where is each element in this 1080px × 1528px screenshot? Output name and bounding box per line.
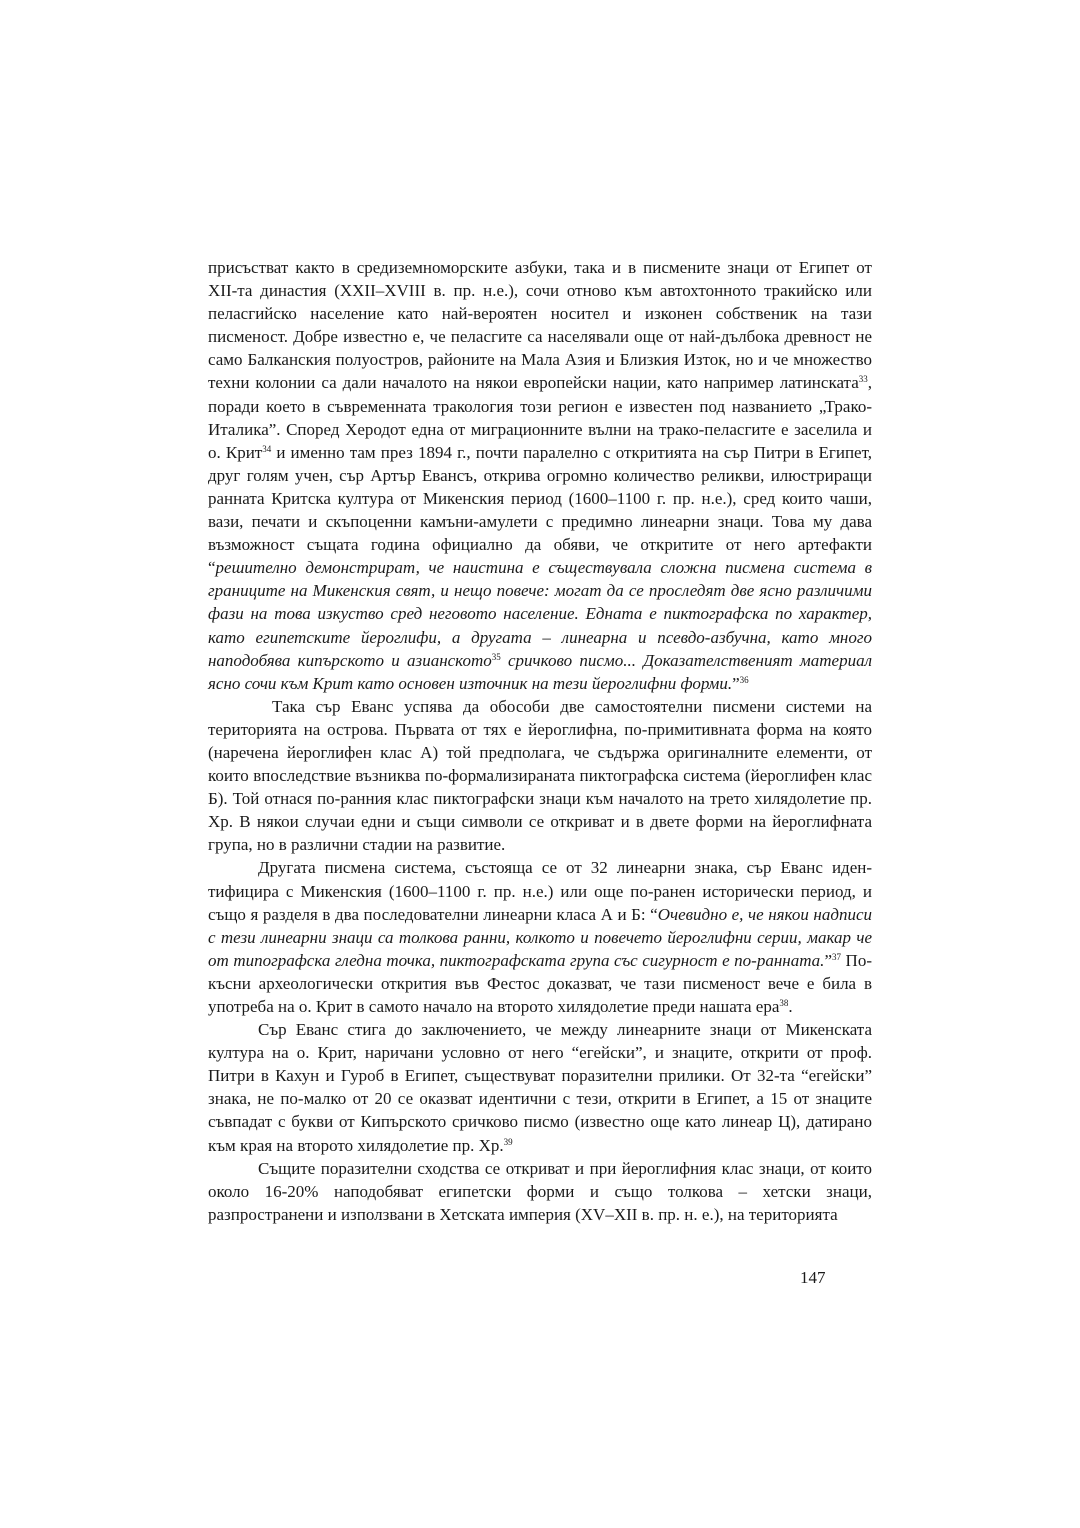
text-run: По-късни археологически открития във Фестос доказват, че тази писменост вече е била в употреба на о. Крит в самото начало на второто хилядолетие преди нашата ера	[208, 950, 872, 1016]
paragraph-1	[208, 256, 872, 695]
text-run: .	[788, 997, 793, 1016]
paragraph-2	[208, 695, 872, 857]
text-run: ”	[732, 673, 740, 693]
quotation: Очевидно е, че някои надписи с тези линеарни знаци са толкова ранни, колкото и повечето йероглифни серии, макар че от типографска гледна точка, пиктографската група със сигурност е по-ранната.	[208, 904, 873, 970]
footnote-ref-38[interactable]: 38	[779, 998, 789, 1008]
footnote-ref-33[interactable]: 33	[858, 374, 868, 385]
text-run: Другата писмена система, състояща се от 32 линеарни знака, сър Еванс иден-тифицира с Микенския (1600–1100 г. пр. н.е.) или още по-ранен исторически период, и също я разделя в два последователни линеарни класа А и Б: “	[208, 858, 872, 924]
paragraph-5	[208, 1157, 872, 1226]
footnote-ref-36[interactable]: 36	[739, 674, 749, 685]
body-text	[208, 256, 872, 1226]
text-run: Така сър Еванс успява да обособи две самостоятелни писмени системи на територията на острова. Първата от тях е йероглифна, по-примитивната форма на която (наречена йероглифен клас А) той предполага, че съдържа оригиналните елементи, от които впоследствие възниква по-формализираната пиктографска система (йероглифен клас Б). Той отнася по-ранния клас пиктографски знаци към началото на трето хилядолетие пр. Хр. В някои случаи едни и същи символи се откриват и в двете форми на йероглифната група, но в различни стадии на развитие.	[208, 696, 872, 855]
quotation: сричково писмо... Доказателственият материал ясно сочи към Крит като основен източник на тези йероглифни форми.	[208, 650, 872, 693]
footnote-ref-35[interactable]: 35	[491, 651, 501, 662]
footnote-ref-37[interactable]: 37	[831, 951, 841, 962]
text-run: присъстват както в средиземноморските азбуки, така и в писмените знаци от Египет от XII-та династия (XXII–XVIII в. пр. н.е.), сочи отново към автохтонното тракийско или пеласгийско население като най-вероятен носител и изконен собственик на тази писменост. Добре известно е, че пеласгите са населявали още от най-дълбока древност не само Балканския полуостров, районите на Мала Азия и Близкия Изток, но и че множество техни колонии са дали началото на някои европейски нации, като например латинската	[208, 258, 872, 393]
text-run: Същите поразителни сходства се откриват и при йероглифния клас знаци, от които около 16-20% наподобяват египетски форми и също толкова – хетски знаци, разпространени и използвани в Хетската империя (XV–XII в. пр. н. е.), на територията	[208, 1158, 872, 1224]
text-run: и именно там през 1894 г., почти паралелно с откритията на сър Питри в Египет, друг голям учен, сър Артър Евансъ, открива огромно количество реликви, илюстриращи ранната Критска култура от Микенския период (1600–1100 г. пр. н.е.), сред които чаши, вази, печати и скъпоценни камъни-амулети с предимно линеарни знаци. Това му дава възможност същата година официално да обяви, че откритите от него артефакти “	[208, 442, 873, 578]
page-number: 147	[800, 1268, 826, 1287]
quotation: решително демонстрират, че наистина е съществувала сложна писмена система в границите на Микенския свят, и нещо повече: могат да се проследят две ясно различими фази на това изкуство сред неговото население. Едната е пиктографска по характер, като египетските йероглифи, а другата – линеарна и псевдо-азбучна, като много наподобява кипърското и азианското	[208, 558, 872, 670]
footnote-ref-39[interactable]: 39	[503, 1136, 513, 1147]
footnote-ref-34[interactable]: 34	[262, 443, 272, 454]
paragraph-3	[208, 856, 872, 1018]
text-run: ”	[824, 950, 832, 970]
paragraph-4	[208, 1018, 872, 1157]
text-run: , поради което в съвременната тракология този регион е известен под названието „Трако-Италика”. Според Херодот една от миграционните вълни на трако-пеласгите е заселила и о. Крит	[208, 373, 872, 462]
text-run: Сър Еванс стига до заключението, че между линеарните знаци от Микенската култура на о. Крит, наричани условно от него “егейски”, и знаците, открити от проф. Питри в Кахун и Гуроб в Египет, съществуват поразителни прилики. От 32-та “егейски” знака, не по-малко от 20 се оказват идентични с тези, открити в Египет, а 15 от знаците съвпадат с букви от Кипърското сричково писмо (известно още като линеар Ц), датирано към края на второто хилядолетие пр. Хр.	[208, 1020, 872, 1155]
